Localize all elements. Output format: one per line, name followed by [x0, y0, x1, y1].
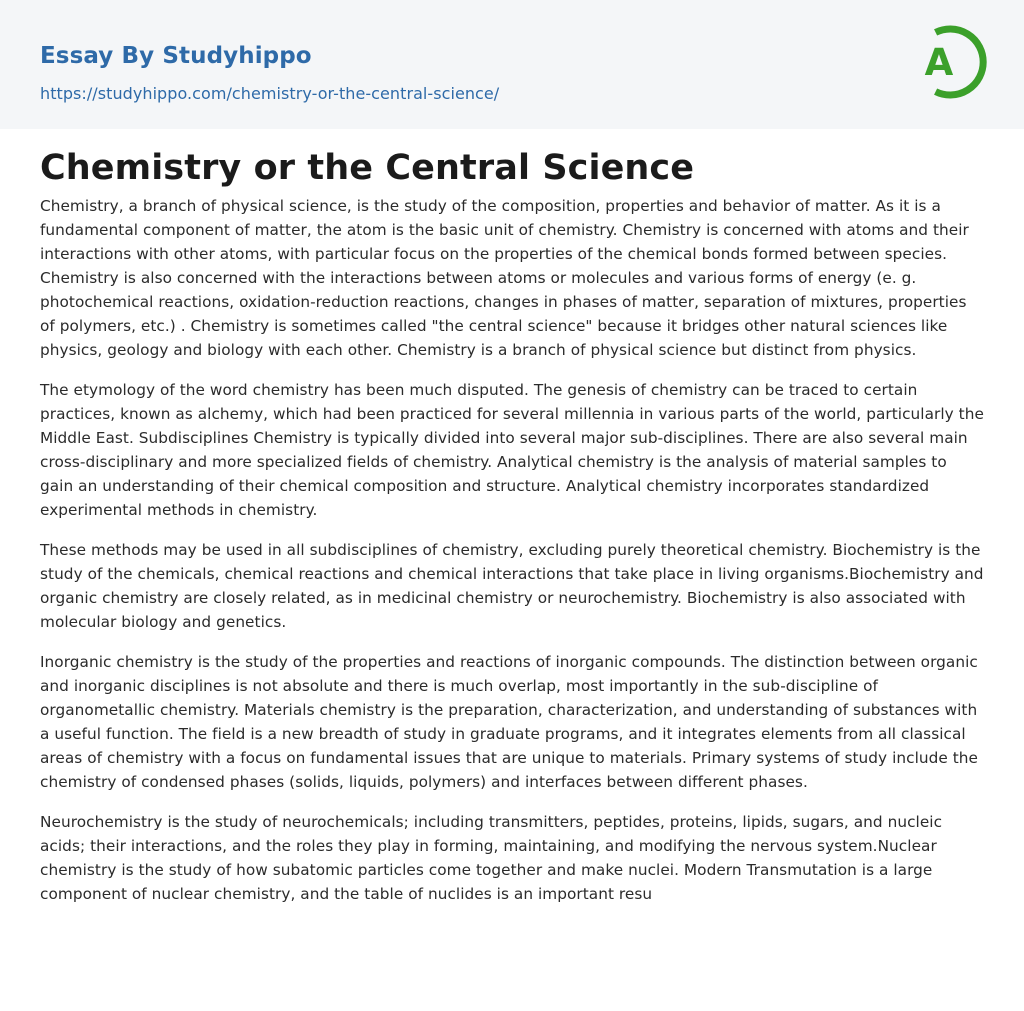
studyhippo-logo-icon[interactable]: [913, 19, 987, 105]
essay-url-link[interactable]: https://studyhippo.com/chemistry-or-the-central-science/: [40, 84, 500, 103]
site-header: [0, 0, 1024, 129]
paragraph: Chemistry, a branch of physical science, is the study of the composition, properties and behavior of matter. As it is a fundamental component of matter, the atom is the basic unit of chemistry. Chemistry is concerned with atoms and their interactions with other atoms, with particular focus on the properties of the chemical bonds formed between species. Chemistry is also concerned with the interactions between atoms or molecules and various forms of energy (e. g. photochemical reactions, oxidation-reduction reactions, changes in phases of matter, separation of mixtures, properties of polymers, etc.) . Chemistry is sometimes called "the central science" because it bridges other natural sciences like physics, geology and biology with each other. Chemistry is a branch of physical science but distinct from physics.: [40, 197, 969, 359]
paragraph: The etymology of the word chemistry has been much disputed. The genesis of chemistry can be traced to certain practices, known as alchemy, which had been practiced for several millennia in various parts of the world, particularly the Middle East. Subdisciplines Chemistry is typically divided into several major sub-disciplines. There are also several main cross-disciplinary and more specialized fields of chemistry. Analytical chemistry is the analysis of material samples to gain an understanding of their chemical composition and structure. Analytical chemistry incorporates standardized experimental methods in chemistry.: [40, 381, 984, 519]
article: [0, 129, 1024, 906]
article-title: Chemistry or the Central Science: [40, 148, 695, 188]
paragraph: Inorganic chemistry is the study of the properties and reactions of inorganic compounds. The distinction between organic and inorganic disciplines is not absolute and there is much overlap, most importantly in the sub-discipline of organometallic chemistry. Materials chemistry is the preparation, characterization, and understanding of substances with a useful function. The field is a new breadth of study in graduate programs, and it integrates elements from all classical areas of chemistry with a focus on fundamental issues that are unique to materials. Primary systems of study include the chemistry of condensed phases (solids, liquids, polymers) and interfaces between different phases.: [40, 653, 979, 791]
logo-letter: A: [924, 41, 954, 84]
paragraph: These methods may be used in all subdisciplines of chemistry, excluding purely theoretical chemistry. Biochemistry is the study of the chemicals, chemical reactions and chemical interactions that take place in living organisms.Biochemistry and organic chemistry are closely related, as in medicinal chemistry or neurochemistry. Biochemistry is also associated with molecular biology and genetics.: [40, 541, 984, 631]
paragraph: Neurochemistry is the study of neurochemicals; including transmitters, peptides, proteins, lipids, sugars, and nucleic acids; their interactions, and the roles they play in forming, maintaining, and modifying the nervous system.Nuclear chemistry is the study of how subatomic particles come together and make nuclei. Modern Transmutation is a large component of nuclear chemistry, and the table of nuclides is an important resu: [40, 813, 943, 903]
brand-title: Essay By Studyhippo: [40, 43, 312, 69]
